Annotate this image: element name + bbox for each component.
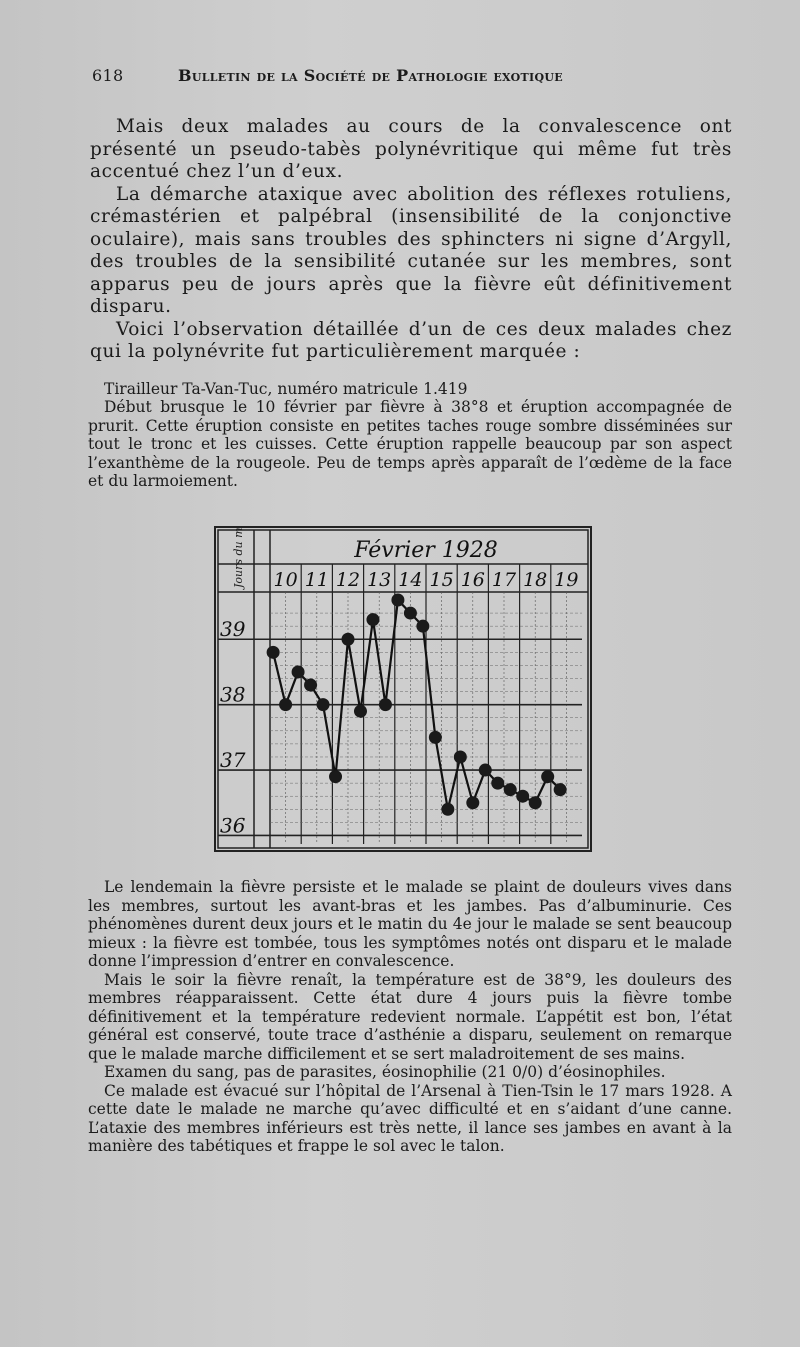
temperature-point xyxy=(366,613,379,626)
paragraph: Examen du sang, pas de parasites, éosinophilie (21 0/0) d’éosinophiles. xyxy=(104,1063,666,1081)
day-label: 11 xyxy=(304,569,329,591)
page-number: 618 xyxy=(92,66,124,85)
temperature-point xyxy=(541,770,554,783)
temperature-chart xyxy=(214,526,592,852)
temperature-point xyxy=(454,750,467,763)
paragraph: Ce malade est évacué sur l’hôpital de l’Arsenal à Tien-Tsin le 17 mars 1928. A cette date le malade ne marche qu’avec difficulté et en s’aidant d’une canne. L’ataxie des membres inférieurs est très nette, il lance ses jambes en avant à la manière des tabétiques et frappe le sol avec le talon. xyxy=(88,1081,732,1155)
paragraph: La démarche ataxique avec abolition des réflexes rotuliens, crémastérien et palpébral (insensibilité de la conjonctive oculaire), mais sans troubles des sphincters ni signe d’Argyll, des troubles de la sensibilité cutanée sur les membres, sont apparus peu de jours après que la fièvre eût définitivement disparu. xyxy=(90,183,732,317)
day-label: 15 xyxy=(429,569,454,591)
temperature-point xyxy=(404,607,417,620)
temperature-point xyxy=(416,620,429,633)
temperature-point xyxy=(304,679,317,692)
day-label: 10 xyxy=(273,569,298,591)
temperature-point xyxy=(466,796,479,809)
temperature-point xyxy=(354,705,367,718)
observation-body: Début brusque le 10 février par fièvre à 38°8 et éruption accompagnée de prurit. Cette éruption consiste en petites taches rouge sombre disséminées sur tout le tronc et les cuisses. Cette éruption rappelle beaucoup par son aspect l’exanthème de la rougeole. Peu de temps après apparaît de l’œdème de la face et du larmoiement. xyxy=(88,398,732,490)
temperature-point xyxy=(516,790,529,803)
paragraph: Mais le soir la fièvre renaît, la température est de 38°9, les douleurs des membres réapparaissent. Cette état dure 4 jours puis la fièvre tombe définitivement et la température redevient normale. L’appétit est bon, l’état général est conservé, toute trace d’asthénie a disparu, seulement on remarque que le malade marche difficilement et se sert maladroitement de ses mains. xyxy=(88,970,732,1063)
paragraph: Voici l’observation détaillée d’un de ces deux malades chez qui la polynévrite fut particulièrement marquée : xyxy=(90,318,732,362)
temperature-point xyxy=(317,698,330,711)
day-label: 16 xyxy=(460,569,485,591)
temperature-point xyxy=(441,803,454,816)
temperature-point xyxy=(292,665,305,678)
temperature-point xyxy=(529,796,542,809)
temperature-point xyxy=(342,633,355,646)
day-label: 18 xyxy=(523,569,548,591)
day-label: 13 xyxy=(367,569,392,591)
running-header xyxy=(92,66,652,94)
temperature-point xyxy=(391,594,404,607)
temperature-point xyxy=(329,770,342,783)
corner-label: Jours du mois xyxy=(232,526,245,588)
day-label: 17 xyxy=(491,569,517,591)
intro-text xyxy=(90,116,732,364)
temperature-point xyxy=(429,731,442,744)
paragraph: Mais deux malades au cours de la convalescence ont présenté un pseudo-tabès polynévritique qui même fut très accentué chez l’un d’eux. xyxy=(90,116,732,182)
temperature-chart-svg xyxy=(214,526,592,852)
temperature-point xyxy=(379,698,392,711)
temperature-label: 36 xyxy=(220,813,246,838)
lower-text xyxy=(88,878,732,1156)
temperature-point xyxy=(504,783,517,796)
observation-title: Tirailleur Ta-Van-Tuc, numéro matricule 1.419 xyxy=(104,380,468,398)
observation-body-block xyxy=(88,398,732,491)
observation-title-block xyxy=(88,380,732,399)
temperature-point xyxy=(479,764,492,777)
temperature-point xyxy=(279,698,292,711)
temperature-label: 39 xyxy=(220,617,246,642)
chart-title: Février 1928 xyxy=(354,538,498,563)
temperature-point xyxy=(554,783,567,796)
day-label: 14 xyxy=(398,569,423,591)
day-label: 19 xyxy=(554,569,579,591)
paragraph: Le lendemain la fièvre persiste et le malade se plaint de douleurs vives dans les membres, surtout les avant-bras et les jambes. Pas d’albuminurie. Ces phénomènes durent deux jours et le matin du 4e jour le malade se sent beaucoup mieux : la fièvre est tombée, tous les symptômes notés ont disparu et le malade donne l’impression d’entrer en convalescence. xyxy=(88,878,732,970)
temperature-point xyxy=(491,777,504,790)
temperature-label: 38 xyxy=(220,682,246,707)
temperature-label: 37 xyxy=(220,748,246,773)
temperature-point xyxy=(267,646,280,659)
journal-title: Bulletin de la Société de Pathologie exotique xyxy=(178,66,563,85)
day-label: 12 xyxy=(335,569,361,591)
